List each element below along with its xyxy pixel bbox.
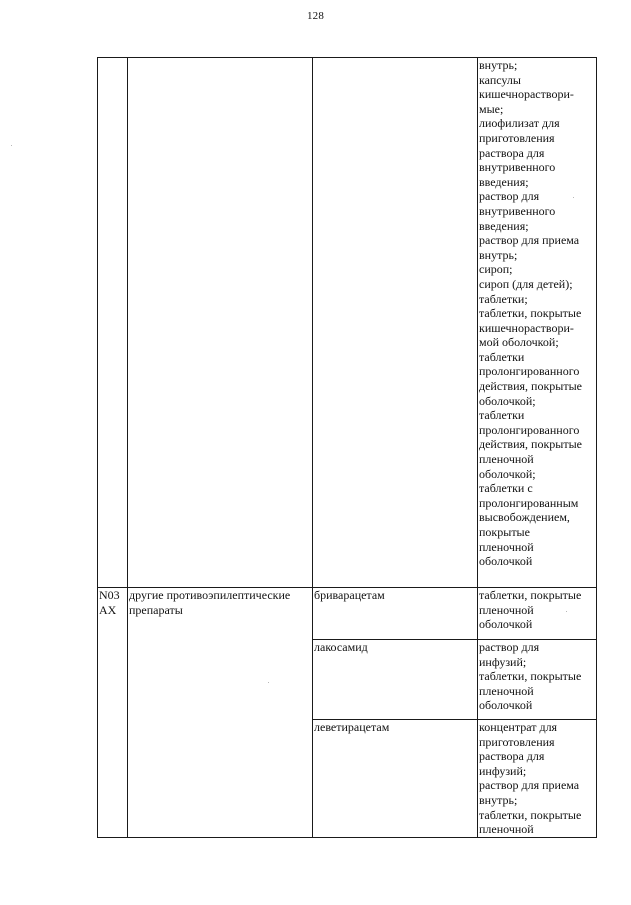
form-line: раствор для bbox=[479, 640, 540, 654]
form-line: раствор для bbox=[479, 189, 540, 204]
dosage-forms-cell bbox=[478, 588, 597, 640]
form-line: кишечнораствори- bbox=[479, 87, 574, 102]
form-line: мые; bbox=[479, 101, 504, 116]
group-line: препараты bbox=[129, 602, 183, 617]
group-cell bbox=[128, 588, 313, 838]
atc-code-line: AX bbox=[99, 602, 117, 617]
form-line: оболочкой; bbox=[479, 466, 536, 481]
dosage-forms-cell bbox=[478, 58, 597, 588]
scan-speck bbox=[573, 197, 574, 198]
form-line: таблетки bbox=[479, 408, 525, 423]
form-line: внутрь; bbox=[479, 792, 518, 807]
form-line: высвобождением, bbox=[479, 510, 570, 525]
form-line: покрытые bbox=[479, 525, 530, 539]
group-cell bbox=[128, 58, 313, 588]
atc-code-line: N03 bbox=[99, 588, 120, 602]
form-line: таблетки, покрытые bbox=[479, 807, 582, 822]
dosage-forms-cell bbox=[478, 640, 597, 720]
scan-speck bbox=[566, 611, 567, 612]
form-line: таблетки; bbox=[479, 291, 528, 306]
form-line: действия, покрытые bbox=[479, 437, 582, 452]
group-line: другие противоэпилептические bbox=[129, 588, 291, 602]
form-line: кишечнораствори- bbox=[479, 320, 574, 335]
atc-code-cell bbox=[98, 588, 128, 838]
page-number: 128 bbox=[306, 10, 325, 22]
form-line: инфузий; bbox=[479, 654, 527, 669]
form-line: приготовления bbox=[479, 734, 555, 749]
drug-name-cell bbox=[313, 720, 478, 838]
form-line: пленочной bbox=[479, 822, 534, 837]
form-line: введения; bbox=[479, 174, 529, 189]
form-line: оболочкой bbox=[479, 617, 533, 632]
form-line: пленочной bbox=[479, 602, 534, 617]
form-line: оболочкой bbox=[479, 698, 533, 713]
form-line: таблетки, покрытые bbox=[479, 588, 582, 602]
form-line: таблетки, покрытые bbox=[479, 669, 582, 684]
dosage-forms-cell bbox=[478, 720, 597, 838]
form-line: пленочной bbox=[479, 539, 534, 554]
drug-name-cell bbox=[313, 58, 478, 588]
scan-speck bbox=[268, 682, 269, 683]
form-line: раствор для приема bbox=[479, 778, 580, 793]
drug-table bbox=[97, 57, 597, 838]
drug-name: леветирацетам bbox=[314, 720, 390, 734]
form-line: внутривенного bbox=[479, 203, 556, 218]
drug-name: лакосамид bbox=[314, 640, 368, 654]
form-line: сироп; bbox=[479, 262, 513, 277]
form-line: введения; bbox=[479, 218, 529, 233]
form-line: инфузий; bbox=[479, 763, 527, 778]
form-line: таблетки bbox=[479, 349, 525, 364]
form-line: капсулы bbox=[479, 72, 521, 87]
form-line: лиофилизат для bbox=[479, 116, 560, 131]
form-line: приготовления bbox=[479, 130, 555, 145]
form-line: пролонгированного bbox=[479, 422, 580, 437]
form-line: оболочкой bbox=[479, 554, 533, 569]
form-line: пролонгированным bbox=[479, 495, 579, 510]
table-row bbox=[98, 58, 597, 588]
form-line: внутрь; bbox=[479, 247, 518, 262]
form-line: раствор для приема bbox=[479, 233, 580, 248]
form-line: оболочкой; bbox=[479, 393, 536, 408]
form-line: раствора для bbox=[479, 749, 545, 764]
form-line: мой оболочкой; bbox=[479, 335, 559, 350]
form-line: раствора для bbox=[479, 145, 545, 160]
form-line: концентрат для bbox=[479, 720, 558, 734]
form-line: внутрь; bbox=[479, 58, 518, 72]
form-line: таблетки, покрытые bbox=[479, 306, 582, 321]
form-line: пленочной bbox=[479, 683, 534, 698]
atc-code-cell bbox=[98, 58, 128, 588]
drug-name-cell bbox=[313, 588, 478, 640]
form-line: действия, покрытые bbox=[479, 379, 582, 394]
form-line: сироп (для детей); bbox=[479, 276, 573, 291]
form-line: внутривенного bbox=[479, 160, 556, 175]
table-row bbox=[98, 588, 597, 640]
scan-speck bbox=[11, 145, 12, 146]
drug-name: бриварацетам bbox=[314, 588, 385, 602]
form-line: пролонгированного bbox=[479, 364, 580, 379]
drug-name-cell bbox=[313, 640, 478, 720]
form-line: таблетки с bbox=[479, 481, 533, 496]
form-line: пленочной bbox=[479, 452, 534, 467]
